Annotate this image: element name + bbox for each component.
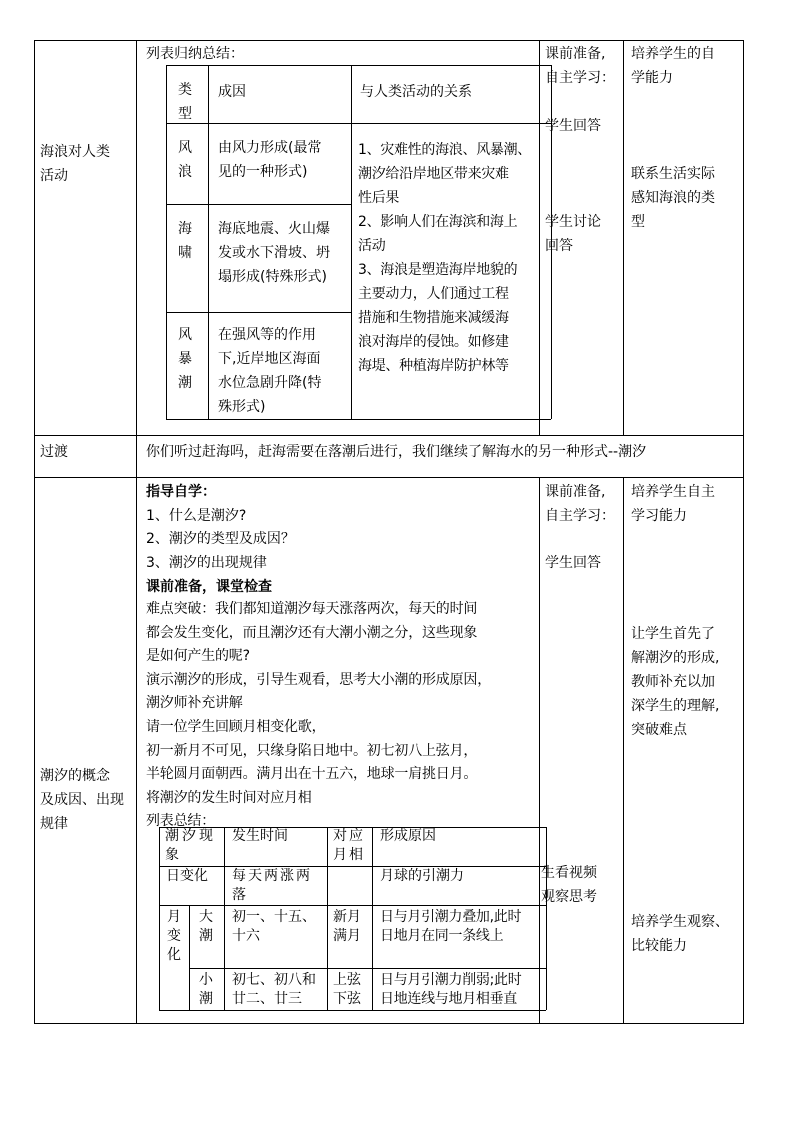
row3-student-answer: 学生回答 (545, 555, 601, 571)
wave-cause-storm-surge: 在强风等的作用 下,近岸地区海面 水位急剧升降(特 殊形式) (218, 327, 322, 415)
tide-header-phenomenon: 潮汐现 象 (165, 828, 216, 863)
row2-content: 你们听过赶海吗，赶海需要在落潮后进行，我们继续了解海水的另一种形式--潮汐 (146, 444, 647, 460)
tide-spring-time: 初一、十五、 十六 (232, 909, 316, 944)
wave-type-wind: 风 浪 (178, 140, 192, 180)
wave-table-header-type: 类 型 (178, 82, 192, 122)
row3-intent-observe: 培养学生观察、 比较能力 (631, 914, 729, 954)
row1-student-prep: 课前准备, 自主学习： (545, 46, 615, 86)
row1-topic: 海浪对人类 活动 (40, 144, 110, 184)
wave-type-storm-surge: 风 暴 潮 (178, 327, 192, 391)
row1-student-discuss: 学生讨论 回答 (545, 214, 601, 254)
tide-header-cause: 形成原因 (380, 828, 436, 844)
guide-item-1: 1、什么是潮汐? (146, 508, 247, 524)
tide-neap-label: 小 潮 (199, 972, 213, 1007)
tide-neap-phase: 上弦 下弦 (333, 972, 361, 1007)
tide-monthly-label: 月 变 化 (167, 909, 181, 963)
row3-student-prep: 课前准备, 自主学习： (545, 484, 615, 524)
tide-spring-cause: 日与月引潮力叠加,此时 日地月在同一条线上 (380, 909, 522, 944)
row3-intent-understand: 让学生首先了 解潮汐的形成, 教师补充以加 深学生的理解, 突破难点 (631, 626, 720, 738)
row1-intro: 列表归纳总结： (146, 46, 244, 62)
tide-header-time: 发生时间 (232, 828, 288, 844)
row1-intent-selfstudy: 培养学生的自 学能力 (631, 46, 715, 86)
tide-neap-time: 初七、初八和 廿二、廿三 (232, 972, 316, 1007)
row2-topic: 过渡 (40, 444, 68, 460)
row3-topic: 潮汐的概念 及成因、出现 规律 (40, 768, 124, 832)
wave-table-header-relation: 与人类活动的关系 (360, 84, 472, 100)
row3-student-video: 生看视频 观察思考 (541, 865, 597, 905)
row3-body: 难点突破：我们都知道潮汐每天涨落两次，每天的时间 都会发生变化，而且潮汐还有大潮小潮之分，这些现象 是如何产生的呢? 演示潮汐的形成，引导生观看，思考大小潮的形成原因， 潮汐师补充讲解 请一位学生回顾月相变化歌， 初一新月不可见，只缘身陷日地中。初七初八上弦月， 半轮圆月面朝西。满月出在十五六，地球一肩挑日月。 将潮汐的发生时间对应月相 列表总结： (146, 601, 491, 830)
wave-table-header-cause: 成因 (218, 84, 246, 100)
tide-spring-phase: 新月 满月 (333, 909, 361, 944)
check-title: 课前准备，课堂检查 (146, 579, 272, 595)
wave-cause-tsunami: 海底地震、火山爆 发或水下滑坡、坍 塌形成(特殊形式) (218, 221, 330, 285)
row1-intent-life: 联系生活实际 感知海浪的类 型 (631, 166, 715, 230)
tide-daily-cause: 月球的引潮力 (380, 868, 464, 884)
guide-title: 指导自学： (146, 484, 216, 500)
guide-item-3: 3、潮汐的出现规律 (146, 555, 267, 571)
wave-type-tsunami: 海 啸 (178, 221, 192, 261)
tide-daily-time: 每天两涨两 落 (232, 868, 312, 903)
wave-cause-wind: 由风力形成(最常 见的一种形式) (218, 140, 322, 180)
row1-student-answer: 学生回答 (545, 118, 601, 134)
row3-intent-selfstudy: 培养学生自主 学习能力 (631, 484, 715, 524)
tide-neap-cause: 日与月引潮力削弱;此时 日地连线与地月相垂直 (380, 972, 522, 1007)
tide-header-phase: 对应 月相 (333, 828, 365, 863)
tide-daily-label: 日变化 (166, 868, 208, 884)
guide-item-2: 2、潮汐的类型及成因？ (146, 531, 295, 547)
wave-relation: 1、灾难性的海浪、风暴潮、 潮汐给沿岸地区带来灾难 性后果 2、影响人们在海滨和海上 活动 3、海浪是塑造海岸地貌的 主要动力，人们通过工程 措施和生物措施来减缓海 浪对海岸的侵蚀。如修建 海堤、种植海岸防护林等 (358, 142, 532, 374)
tide-spring-label: 大 潮 (199, 909, 213, 944)
